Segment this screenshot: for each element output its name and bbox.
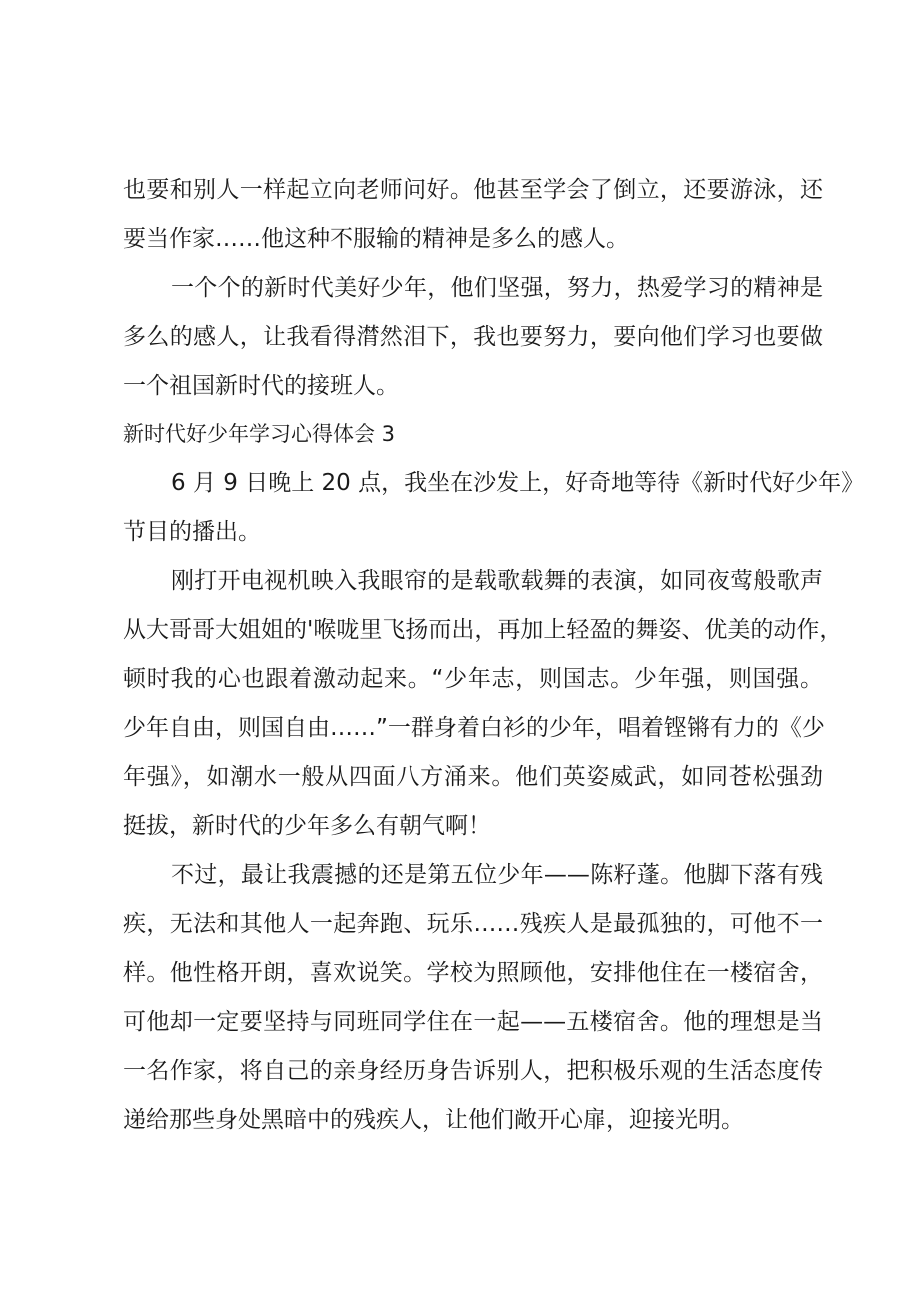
- text-line: 要当作家……他这种不服输的精神是多么的感人。: [123, 226, 629, 252]
- text-line: 挺拔，新时代的少年多么有朝气啊！: [123, 813, 491, 839]
- text-line: 少年自由，则国自由……”一群身着白衫的少年，唱着铿锵有力的《少: [123, 715, 825, 741]
- paragraph-first-line: 6 月 9 日晚上 20 点，我坐在沙发上，好奇地等待《新时代好少年》: [171, 470, 865, 496]
- text-line: 节目的播出。: [123, 519, 261, 545]
- text-line: 也要和别人一样起立向老师问好。他甚至学会了倒立，还要游泳，还: [123, 177, 823, 203]
- text-line: 一个祖国新时代的接班人。: [123, 373, 399, 399]
- paragraph-first-line: 一个个的新时代美好少年，他们坚强，努力，热爱学习的精神是: [171, 275, 823, 301]
- text-line: 疾，无法和其他人一起奔跑、玩乐……残疾人是最孤独的，可他不一: [123, 911, 823, 937]
- text-line: 递给那些身处黑暗中的残疾人，让他们敞开心扉，迎接光明。: [123, 1107, 744, 1133]
- text-line: 可他却一定要坚持与同班同学住在一起——五楼宿舍。他的理想是当: [123, 1009, 823, 1035]
- text-line: 从大哥哥大姐姐的'喉咙里飞扬而出，再加上轻盈的舞姿、优美的动作，: [123, 617, 843, 643]
- paragraph-first-line: 不过，最让我震撼的还是第五位少年——陈籽蓬。他脚下落有残: [171, 862, 823, 888]
- text-line: 多么的感人，让我看得潸然泪下，我也要努力，要向他们学习也要做: [123, 324, 823, 350]
- text-line: 年强》，如潮水一般从四面八方涌来。他们英姿威武，如同苍松强劲: [123, 764, 823, 790]
- text-line: 样。他性格开朗，喜欢说笑。学校为照顾他，安排他住在一楼宿舍，: [123, 960, 823, 986]
- paragraph-first-line: 刚打开电视机映入我眼帘的是载歌载舞的表演，如同夜莺般歌声: [171, 568, 823, 594]
- text-line: 顿时我的心也跟着激动起来。“少年志，则国志。少年强，则国强。: [123, 666, 823, 692]
- section-heading: 新时代好少年学习心得体会 3: [123, 422, 396, 446]
- text-line: 一名作家，将自己的亲身经历身告诉别人，把积极乐观的生活态度传: [123, 1058, 823, 1084]
